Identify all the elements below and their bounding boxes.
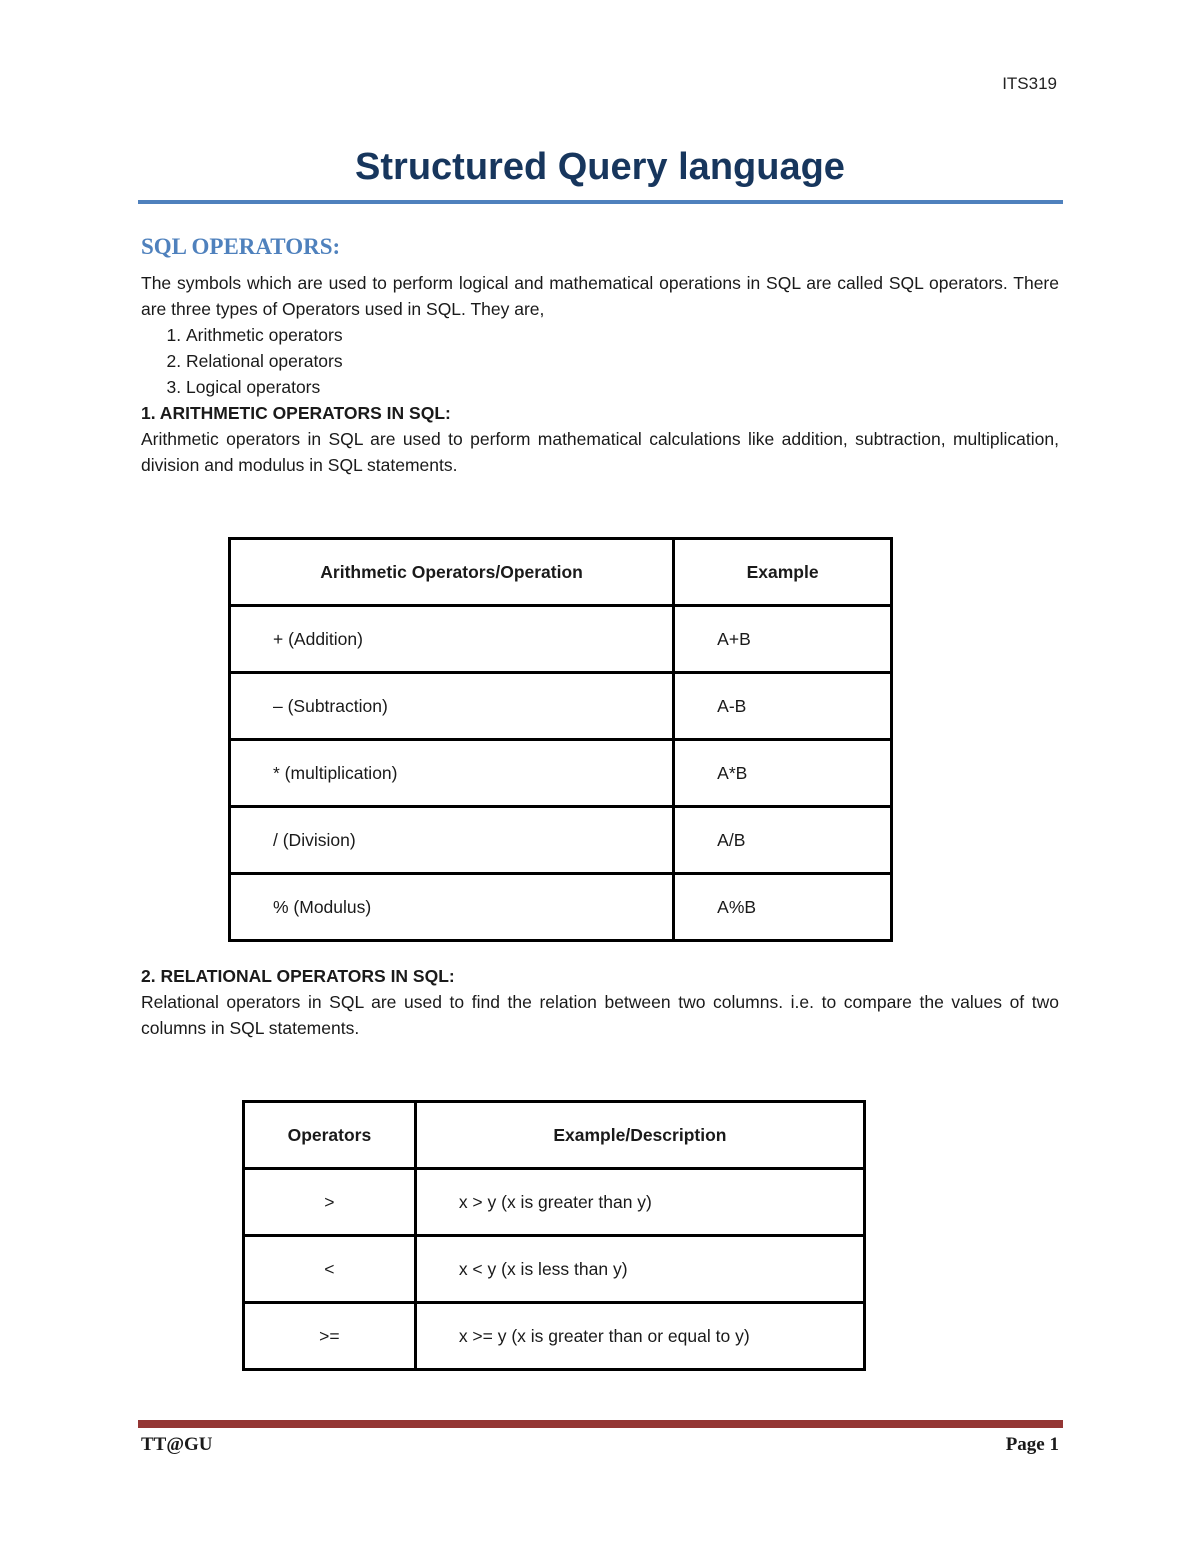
- relational-description: Relational operators in SQL are used to find the relation between two columns. i.e. to compare the values of two columns in SQL statements.: [141, 992, 1059, 1038]
- table-header-cell: Arithmetic Operators/Operation: [230, 539, 674, 606]
- table-header-cell: Example: [674, 539, 892, 606]
- table-header-cell: Example/Description: [415, 1102, 864, 1169]
- page-number: Page 1: [1005, 1434, 1059, 1455]
- table-cell: A-B: [674, 673, 892, 740]
- table-cell: A*B: [674, 740, 892, 807]
- operator-types-list: [141, 322, 1059, 400]
- list-item: 2. Relational operators: [186, 348, 1059, 374]
- table-cell: x < y (x is less than y): [415, 1236, 864, 1303]
- relational-operators-table: [242, 1100, 866, 1371]
- table-cell: >=: [244, 1303, 416, 1370]
- section-heading: SQL OPERATORS:: [141, 234, 341, 259]
- table-cell: <: [244, 1236, 416, 1303]
- table-cell: A%B: [674, 874, 892, 941]
- table-row: [230, 874, 892, 941]
- table-cell: – (Subtraction): [230, 673, 674, 740]
- relational-section: [141, 963, 1059, 1041]
- list-item: 1. Arithmetic operators: [186, 322, 1059, 348]
- footer-rule: [138, 1420, 1063, 1428]
- title-underline: [138, 200, 1063, 204]
- table-cell: A+B: [674, 606, 892, 673]
- table-cell: >: [244, 1169, 416, 1236]
- list-item: 3. Logical operators: [186, 374, 1059, 400]
- table-row: [244, 1169, 865, 1236]
- intro-paragraph: The symbols which are used to perform logical and mathematical operations in SQL are called SQL operators. There are three types of Operators used in SQL. They are,: [141, 273, 1059, 319]
- table-row: [230, 740, 892, 807]
- header-course-code: ITS319: [1002, 74, 1057, 93]
- table-row: [230, 807, 892, 874]
- table-cell: + (Addition): [230, 606, 674, 673]
- relational-heading: 2. RELATIONAL OPERATORS IN SQL:: [141, 966, 455, 986]
- table-header-cell: Operators: [244, 1102, 416, 1169]
- table-cell: A/B: [674, 807, 892, 874]
- table-header-row: [230, 539, 892, 606]
- table-cell: x >= y (x is greater than or equal to y): [415, 1303, 864, 1370]
- table-row: [244, 1303, 865, 1370]
- table-row: [230, 606, 892, 673]
- intro-section: [141, 232, 1059, 478]
- document-title: Structured Query language: [355, 146, 845, 188]
- table-cell: x > y (x is greater than y): [415, 1169, 864, 1236]
- table-cell: % (Modulus): [230, 874, 674, 941]
- table-cell: * (multiplication): [230, 740, 674, 807]
- arithmetic-description: Arithmetic operators in SQL are used to perform mathematical calculations like addition, subtraction, multiplication, division and modulus in SQL statements.: [141, 429, 1059, 475]
- table-cell: / (Division): [230, 807, 674, 874]
- table-row: [230, 673, 892, 740]
- arithmetic-operators-table: [228, 537, 893, 942]
- table-header-row: [244, 1102, 865, 1169]
- footer-author: TT@GU: [141, 1434, 213, 1455]
- arithmetic-heading: 1. ARITHMETIC OPERATORS IN SQL:: [141, 403, 451, 423]
- table-row: [244, 1236, 865, 1303]
